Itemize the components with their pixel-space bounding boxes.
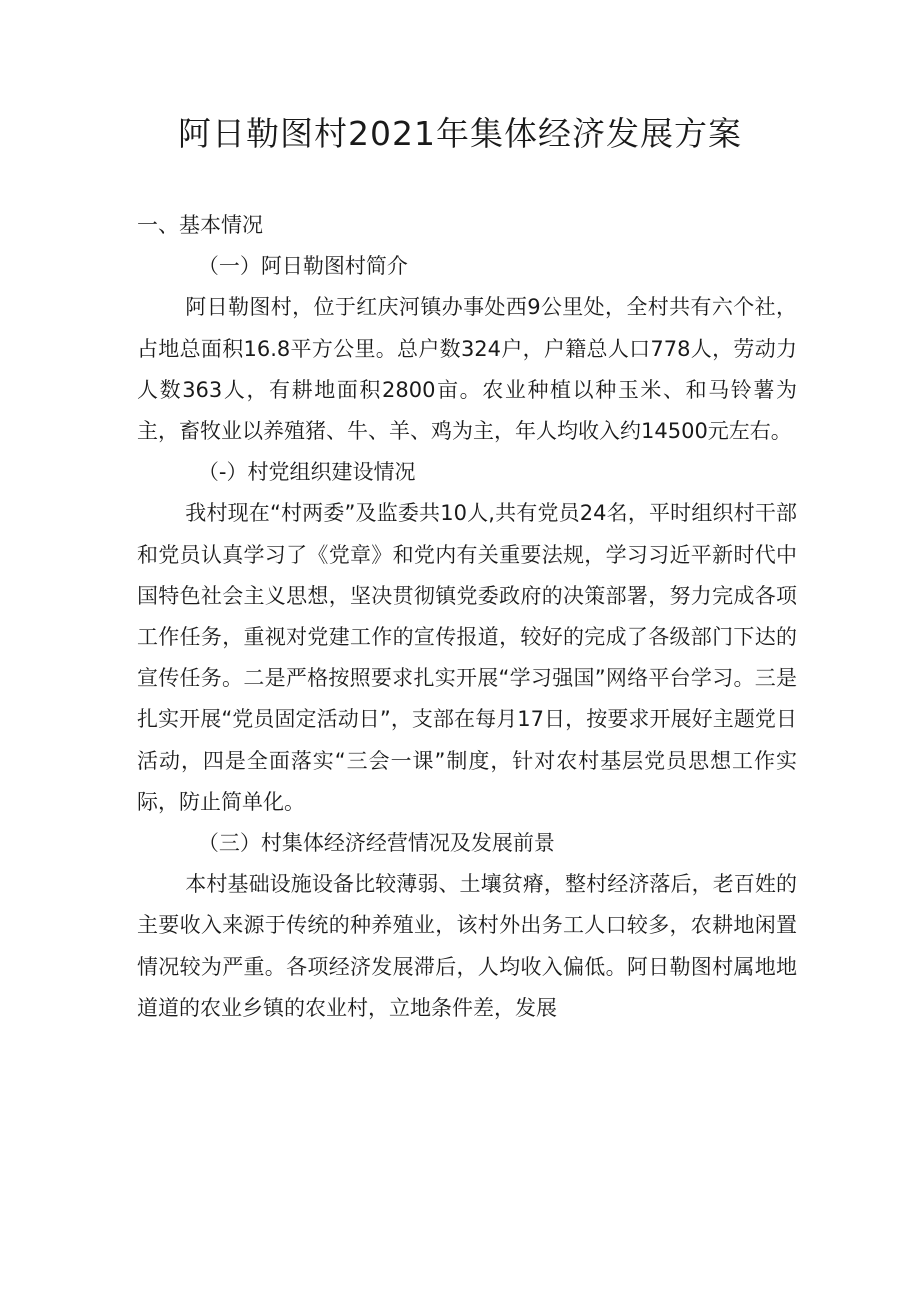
paragraph-collective-economy: 本村基础设施设备比较薄弱、土壤贫瘠，整村经济落后，老百姓的主要收入来源于传统的种养殖业，该村外出务工人口较多，农耕地闲置情况较为严重。各项经济发展滞后，人均收入偏低。阿日勒图村属地地道道的农业乡镇的农业村，立地条件差，发展	[137, 872, 797, 1020]
paragraph-village-intro: 阿日勒图村，位于红庆河镇办事处西9公里处，全村共有六个社，占地总面积16.8平方公里。总户数324户，户籍总人口778人，劳动力人数363人，有耕地面积2800亩。农业种植以种玉米、和马铃薯为主，畜牧业以养殖猪、牛、羊、鸡为主，年人均收入约14500元左右。	[137, 295, 797, 444]
paragraph-party-building: 我村现在“村两委”及监委共10人,共有党员24名，平时组织村干部和党员认真学习了《党章》和党内有关重要法规，学习习近平新时代中国特色社会主义思想，坚决贯彻镇党委政府的决策部署，努力完成各项工作任务，重视对党建工作的宣传报道，较好的完成了各级部门下达的宣传任务。二是严格按照要求扎实开展“学习强国”网络平台学习。三是扎实开展“党员固定活动日”，支部在每月17日，按要求开展好主题党日活动，四是全面落实“三会一课”制度，针对农村基层党员思想工作实际，防止简单化。	[137, 501, 797, 814]
document-body	[137, 205, 797, 1029]
subheading-collective-economy: （三）村集体经济经营情况及发展前景	[197, 831, 555, 856]
section-heading-basic-info: 一、基本情况	[137, 213, 263, 237]
document-title: 阿日勒图村2021年集体经济发展方案	[178, 114, 742, 153]
subheading-party-building: （-）村党组织建设情况	[197, 460, 416, 485]
subheading-village-intro: （一）阿日勒图村简介	[197, 254, 408, 279]
